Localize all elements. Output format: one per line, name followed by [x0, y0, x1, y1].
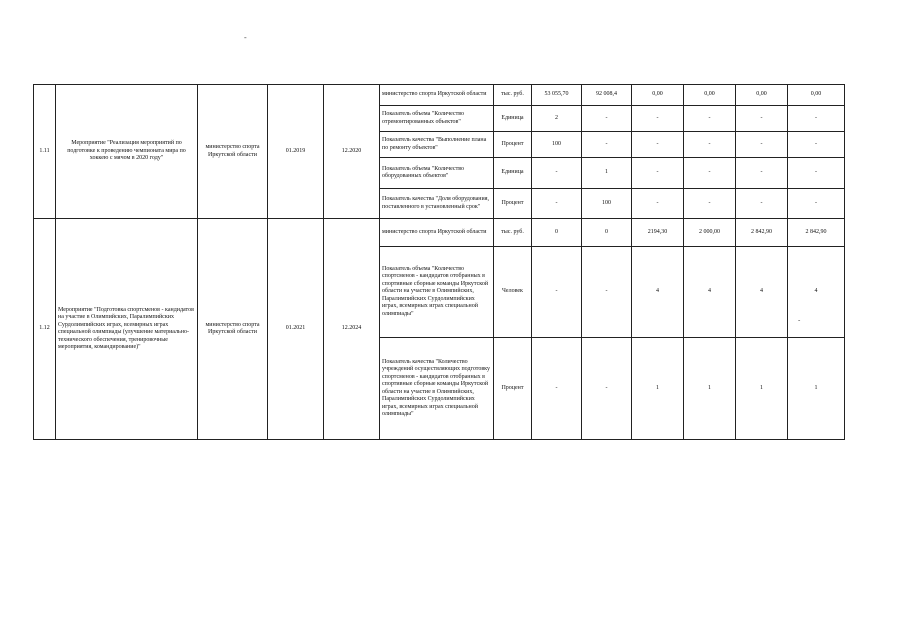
indicator-value: - [684, 189, 736, 219]
executor: министерство спорта Иркутской области [198, 219, 268, 440]
indicator-value: - [532, 158, 582, 189]
indicator-value: 0,00 [632, 85, 684, 106]
indicator-value: 2194,30 [632, 219, 684, 247]
indicator-unit: тыс. руб. [494, 219, 532, 247]
indicator-value: - [582, 106, 632, 132]
indicator-value: 100 [582, 189, 632, 219]
indicator-unit: Единица [494, 158, 532, 189]
indicator-unit: Единица [494, 106, 532, 132]
indicator-value: 1 [632, 338, 684, 440]
indicator-value: - [736, 158, 788, 189]
indicator-value: - [788, 189, 845, 219]
table-row [34, 219, 845, 247]
indicator-value: - [684, 132, 736, 158]
table-row [34, 85, 845, 106]
row-number: 1.11 [34, 85, 56, 219]
indicator-value: 4 [736, 247, 788, 338]
indicator-value: - [582, 132, 632, 158]
indicator-name: Показатель качества "Количество учреждений осуществляющих подготовку спортсменов - кандидатов отобранных в спортивные сборные команды Иркутской области на участие в Олимпийских, Паралимпийских Сурдолимпийских играх, всемирных играх специальной олимпиады" [380, 338, 494, 440]
indicator-value: 4 [684, 247, 736, 338]
indicator-value: - [736, 106, 788, 132]
stray-mark: - [798, 316, 801, 324]
executor: министерство спорта Иркутской области [198, 85, 268, 219]
indicator-value: - [788, 132, 845, 158]
event-name: Мероприятие "Подготовка спортсменов - кандидатов на участие в Олимпийских, Паралимпийских Сурдолимпийских играх, всемирных играх специальной олимпиады (улучшение материально-технического обеспечения, тренировочные мероприятия, командирование)" [56, 219, 198, 440]
indicator-value: 1 [684, 338, 736, 440]
end-date: 12.2024 [324, 219, 380, 440]
indicator-value: - [632, 106, 684, 132]
row-number: 1.12 [34, 219, 56, 440]
indicator-value: 53 055,70 [532, 85, 582, 106]
indicator-value: - [632, 189, 684, 219]
indicator-value: 2 000,00 [684, 219, 736, 247]
indicator-value: 4 [632, 247, 684, 338]
indicator-unit: Процент [494, 338, 532, 440]
indicator-value: 0,00 [684, 85, 736, 106]
indicator-value: - [736, 132, 788, 158]
indicator-value: 0,00 [736, 85, 788, 106]
indicator-value: 0 [582, 219, 632, 247]
indicator-value: - [736, 189, 788, 219]
page-mark: - [244, 33, 247, 42]
indicator-value: - [632, 158, 684, 189]
indicator-value: 1 [582, 158, 632, 189]
indicator-value: 0,00 [788, 85, 845, 106]
indicator-name: Показатель объема "Количество отремонтированных объектов" [380, 106, 494, 132]
indicator-value: - [532, 247, 582, 338]
indicator-value: 2 842,90 [788, 219, 845, 247]
indicator-value: 4 [788, 247, 845, 338]
indicator-value: 92 008,4 [582, 85, 632, 106]
indicator-value: - [684, 158, 736, 189]
table-body [34, 85, 845, 440]
indicator-value: - [632, 132, 684, 158]
indicator-name: Показатель качества "Доля оборудования, поставленного в установленный срок" [380, 189, 494, 219]
indicator-name: министерство спорта Иркутской области [380, 219, 494, 247]
indicator-value: 2 842,90 [736, 219, 788, 247]
indicator-value: - [788, 158, 845, 189]
program-table [33, 84, 845, 440]
indicator-name: Показатель объема "Количество спортсменов - кандидатов отобранных в спортивные сборные команды Иркутской области на участие в Олимпийских, Паралимпийских Сурдолимпийских играх, всемирных играх специальной олимпиады" [380, 247, 494, 338]
event-name: Мероприятие "Реализация мероприятий по подготовке к проведению чемпионата мира по хоккею с мячом в 2020 году" [56, 85, 198, 219]
indicator-value: - [532, 189, 582, 219]
end-date: 12.2020 [324, 85, 380, 219]
indicator-value: 100 [532, 132, 582, 158]
indicator-unit: Процент [494, 189, 532, 219]
indicator-value: 2 [532, 106, 582, 132]
start-date: 01.2019 [268, 85, 324, 219]
indicator-value: - [788, 106, 845, 132]
indicator-value: - [684, 106, 736, 132]
indicator-name: Показатель качества "Выполнение плана по ремонту объектов" [380, 132, 494, 158]
indicator-value: 0 [532, 219, 582, 247]
indicator-unit: Человек [494, 247, 532, 338]
indicator-name: министерство спорта Иркутской области [380, 85, 494, 106]
indicator-value: 1 [736, 338, 788, 440]
indicator-value: 1 [788, 338, 845, 440]
indicator-value: - [582, 247, 632, 338]
indicator-name: Показатель объема "Количество оборудованных объектов" [380, 158, 494, 189]
indicator-value: - [582, 338, 632, 440]
indicator-unit: Процент [494, 132, 532, 158]
indicator-unit: тыс. руб. [494, 85, 532, 106]
indicator-value: - [532, 338, 582, 440]
start-date: 01.2021 [268, 219, 324, 440]
